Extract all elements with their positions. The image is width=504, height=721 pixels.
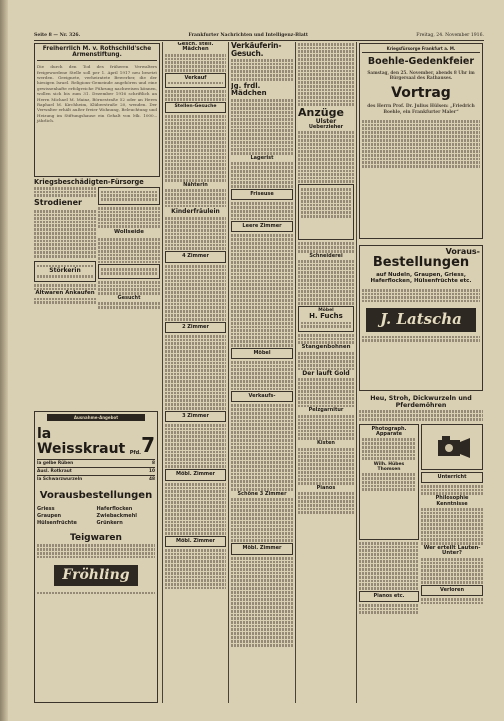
kriegs-title: Kriegsbeschädigten-Fürsorge: [34, 178, 144, 186]
page-edge: [0, 0, 8, 721]
froehling-logo: Fröhling: [54, 565, 137, 586]
col2-head: 3 Zimmer: [182, 412, 209, 419]
strodiener-heading: Strodiener: [34, 198, 82, 208]
col3-head: Schöne 3 Zimmer: [237, 490, 287, 497]
heu-title: Heu, Stroh, Dickwurzeln und Pferdemöhren: [370, 395, 472, 409]
wollseide-heading: Wollseide: [114, 229, 144, 236]
boehle-title: Boehle-Gedenkfeier: [367, 56, 475, 67]
col2-head: 4 Zimmer: [182, 253, 209, 260]
col4-head: Stangenbohnen: [301, 344, 351, 351]
altwaren-heading: Altwaren Ankaufen: [35, 290, 95, 297]
ad-top-label: Kriegsfürsorge Frankfurt a. M.: [362, 46, 480, 53]
column-5: [359, 42, 483, 703]
col4-head: Möbel: [318, 307, 334, 313]
column-rule: [356, 42, 357, 703]
col4-head: Ulster: [315, 117, 337, 125]
voraus-item: Haferflocken: [96, 505, 133, 512]
weisskraut-unit: Pfd.: [129, 450, 142, 457]
vortrag-heading: Vortrag: [391, 85, 451, 102]
verloren-heading: Verloren: [439, 586, 465, 593]
col3-head: Möbl. Zimmer: [242, 545, 282, 552]
col4-head: Der lauft Gold: [302, 369, 350, 377]
col3-head: Möbel: [253, 349, 271, 356]
col2-head: Stellen-Gesuche: [174, 103, 217, 109]
col4-head: Pelzgarnitur: [308, 407, 344, 414]
col3-head: Verkaufs-: [248, 393, 276, 400]
stiftung-notice: [34, 43, 160, 177]
column-1: [34, 42, 160, 703]
col4-head: Pianos: [316, 484, 336, 491]
boehle-ad: [359, 43, 483, 239]
voraus-item: Graupen: [37, 512, 62, 519]
bestellungen-heading: Bestellungen: [372, 255, 470, 271]
column-4: [298, 42, 354, 703]
page-label: Seite 8 — Nr. 326.: [34, 32, 81, 38]
column-3: [231, 42, 293, 703]
voraus-title: Vorausbestellungen: [39, 490, 153, 502]
voraus-item: Grünkern: [96, 519, 123, 526]
col4-head: Kisten: [317, 440, 335, 447]
camera-icon: [432, 432, 472, 462]
column-rule: [162, 42, 163, 703]
weisskraut-title: la Weisskraut: [37, 426, 126, 457]
col2-head: 2 Zimmer: [182, 323, 209, 330]
unterricht-heading: Unterricht: [437, 473, 467, 480]
moebel-name: H. Fuchs: [309, 312, 343, 321]
issue-date: Freitag, 24. November 1916.: [416, 32, 484, 38]
notice-body: Die durch den Tod des früheren Verwalters freigewordene Stelle soll per 1. April 1917 neu besetzt werden. Geeignete, verheiratete Bewerber, die der hiesigen Israel. Religions-Gemeinde angehören und eine gewissenhafte erfolgreiche Führung nachweisen können, wollen sich bis zum 31. Dezember 1916 schriftlich an Herrn Michael M. Mainz, Börnestraße 52 oder an Herrn Raphael M. Kirchheim, Klüberstraße 20, wenden. Der Verwalter erhält außer freier Wohnung, Beleuchtung und Heizung im Stiftungshause ein Gehalt von Mk. 1000.– jährlich.: [37, 64, 157, 124]
vortrag-sub: des Herrn Prof. Dr. Julius Hülsen: „Friedrich Boehle, ein Frankfurter Maler“: [367, 104, 475, 115]
stoerkerin-heading: Störkerin: [49, 267, 81, 275]
column-rule: [228, 42, 229, 703]
column-2: [165, 42, 226, 703]
pianos-heading: Pianos etc.: [373, 592, 405, 599]
voraus2-label: Voraus-: [445, 247, 480, 256]
price-row: la Schwarzwurzeln 48: [37, 477, 155, 483]
col3-head: Leere Zimmer: [242, 223, 282, 230]
col3-head: Verkäuferin-Gesuch.: [231, 42, 282, 58]
boehle-date: Samstag, den 25. November, abends 8 Uhr im Bürgersaal des Rathauses.: [367, 69, 475, 81]
col2-head: Kinderfräulein: [171, 207, 220, 215]
col3-head: Jg. frdl. Mädchen: [231, 81, 267, 97]
col2-head: Möbl. Zimmer: [176, 471, 215, 478]
weisskraut-ad: [34, 411, 158, 703]
voraus-item: Hülsenfrüchte: [37, 519, 77, 526]
photo-name: Wilh. Hübes Thomsen: [373, 461, 405, 472]
latscha-ad: [359, 245, 483, 391]
col2-head: Möbl. Zimmer: [176, 537, 215, 544]
masthead: Frankfurter Nachrichten und Intelligenz-Blatt: [188, 32, 309, 38]
teigwaren-heading: Teigwaren: [70, 532, 122, 543]
photo-title: Photograph. Apparate: [371, 425, 407, 437]
col4-head: Anzüge: [298, 106, 344, 120]
col2-head: Gesch. stell. Mädchen: [177, 42, 214, 53]
latscha-logo: J. Latscha: [366, 308, 476, 332]
col3-head: Friseuse: [250, 191, 274, 198]
weisskraut-price: 7: [141, 433, 155, 458]
gesucht-heading: Gesucht: [117, 295, 141, 302]
col2-head: Nähterin: [183, 181, 208, 188]
notice-title: Freiherrlich M. v. Rothschild'sche Armenstiftung.: [37, 46, 157, 61]
price-row: Ausl. Rotkraut 10: [37, 469, 155, 475]
voraus2-items: auf Nudeln, Graupen, Griess, Haferflocken, Hülsenfrüchte etc.: [370, 272, 472, 284]
col3-head: Lagerist: [250, 155, 274, 162]
column-rule: [295, 42, 296, 703]
voraus-item: Zwiebackmehl: [96, 512, 137, 519]
col4-head: Schneiderei: [309, 252, 343, 259]
price-row: la gelbe Rüben 8: [37, 461, 155, 467]
weisskraut-banner: Ausnahme-Angebot: [47, 414, 145, 421]
philo-heading: Philosophie Kenntnisse: [435, 495, 469, 507]
camera-illustration: [421, 424, 483, 470]
col2-head: Verkauf: [184, 74, 207, 81]
voraus-item: Griess: [37, 505, 55, 512]
page-header: [34, 30, 484, 41]
lauten-heading: Wer erteilt Lauten-Unter?: [423, 544, 481, 557]
col4-head: Ueberzieher: [308, 124, 344, 131]
